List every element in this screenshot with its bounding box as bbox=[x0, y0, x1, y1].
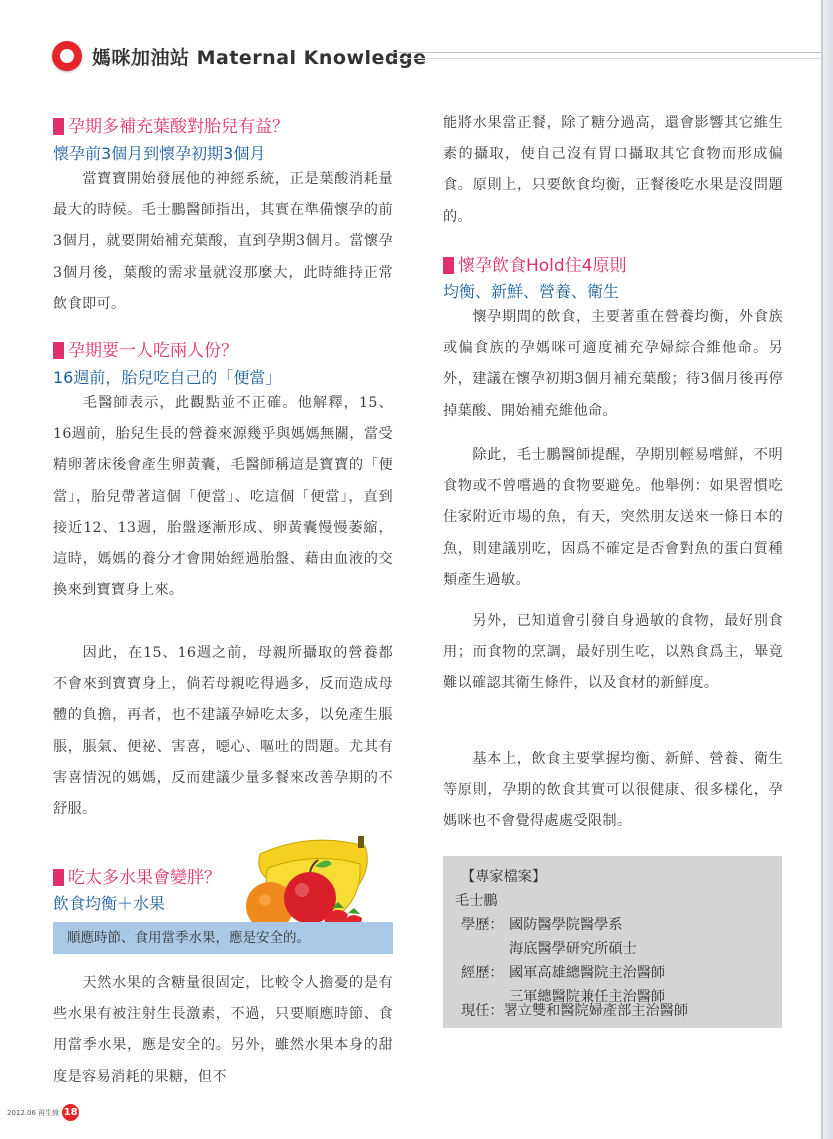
page-number-badge: 18 bbox=[62, 1104, 79, 1121]
footer-issue: 2012.06 再生緣 bbox=[7, 1108, 60, 1117]
section-title-eatfortwo: 孕期要一人吃兩人份？ bbox=[53, 336, 238, 361]
section-title-principles: 懷孕飲食Hold住4原則 bbox=[443, 251, 627, 276]
section-title-folic: 孕期多補充葉酸對胎兒有益？ bbox=[53, 112, 289, 137]
header-rule-secondary bbox=[390, 58, 833, 59]
expert-heading: 【專家檔案】 bbox=[461, 869, 547, 885]
logo-circle-icon bbox=[52, 41, 82, 71]
section-subtitle-folic: 懷孕前3個月到懷孕初期3個月 bbox=[53, 144, 266, 163]
page-edge-bar bbox=[821, 0, 833, 1139]
expert-experience-2: 三軍總醫院兼任主治醫師 bbox=[509, 989, 666, 1005]
paragraph-principles-3: 另外，已知道會引發自身過敏的食物，最好別食用；而食物的烹調，最好別生吃，以熟食爲主，畢竟難以確認其衛生條件，以及食材的新鮮度。 bbox=[443, 613, 783, 692]
section-subtitle-principles: 均衡、新鮮、營養、衛生 bbox=[443, 282, 620, 301]
page-header bbox=[52, 38, 427, 74]
expert-current-row: 現任：署立雙和醫院婦產部主治醫師 bbox=[461, 1003, 689, 1019]
expert-education-2: 海底醫學研究所碩士 bbox=[509, 941, 637, 957]
expert-experience-1: 國軍高雄總醫院主治醫師 bbox=[509, 965, 666, 981]
bullet-square-icon bbox=[443, 257, 454, 274]
paragraph-fruit-continued: 能將水果當正餐，除了糖分過高，還會影響其它維生素的攝取，使自己沒有胃口攝取其它食物而形成偏食。原則上，只要飲食均衡，正餐後吃水果是沒問題的。 bbox=[443, 115, 783, 225]
bullet-square-icon bbox=[53, 342, 64, 359]
paragraph-principles-4: 基本上，飲食主要掌握均衡、新鮮、營養、衛生等原則，孕期的飲食其實可以很健康、很多樣化，孕媽咪也不會覺得處處受限制。 bbox=[443, 751, 783, 830]
paragraph-folic-1: 當寶寶開始發展他的神經系統，正是葉酸消耗量最大的時候。毛士鵬醫師指出，其實在準備懷孕的前3個月，就要開始補充葉酸，直到孕期3個月。當懷孕3個月後，葉酸的需求量就沒那麼大，此時維持正常飲食即可。 bbox=[53, 171, 393, 312]
header-rule bbox=[390, 52, 833, 53]
section-subtitle-fruit: 飲食均衡＋水果 bbox=[53, 894, 166, 913]
section-subtitle-eatfortwo: 16週前，胎兒吃自己的「便當」 bbox=[53, 368, 282, 387]
fruit-highlight-banner: 順應時節、食用當季水果，應是安全的。 bbox=[53, 922, 393, 954]
bullet-square-icon bbox=[53, 869, 64, 886]
paragraph-principles-2: 除此，毛士鵬醫師提醒，孕期別輕易嚐鮮，不明食物或不曾嚐過的食物要避免。他舉例：如果習慣吃住家附近市場的魚，有天，突然朋友送來一條日本的魚，則建議別吃，因爲不確定是否會對魚的蛋白質種類產生過敏。 bbox=[443, 447, 783, 588]
expert-experience-label: 經歷： bbox=[461, 965, 504, 981]
section-title-fruit: 吃太多水果會變胖？ bbox=[53, 863, 221, 888]
expert-education-label: 學歷： bbox=[461, 917, 504, 933]
paragraph-fruit-1: 天然水果的含糖量很固定，比較令人擔憂的是有些水果有被注射生長激素，不過，只要順應時節、食用當季水果，應是安全的。另外，雖然水果本身的甜度是容易消耗的果糖，但不 bbox=[53, 975, 393, 1085]
expert-name: 毛士鵬 bbox=[455, 893, 498, 909]
paragraph-principles-1: 懷孕期間的飲食，主要著重在營養均衡，外食族或偏食族的孕媽咪可適度補充孕婦綜合維他命。另外，建議在懷孕初期3個月補充葉酸；待3個月後再停掉葉酸、開始補充維他命。 bbox=[443, 309, 783, 419]
expert-education-1: 國防醫學院醫學系 bbox=[509, 917, 623, 933]
paragraph-eatfortwo-2: 因此，在15、16週之前，母親所攝取的營養都不會來到寶寶身上，倘若母親吃得過多，反而造成母體的負擔，再者，也不建議孕婦吃太多，以免產生脹脹，脹氣、便祕、害喜，噁心、嘔吐的問題。尤其有害喜情況的媽媽，反而建議少量多餐來改善孕期的不舒服。 bbox=[53, 645, 393, 818]
paragraph-eatfortwo-1: 毛醫師表示，此觀點並不正確。他解釋，15、16週前，胎兒生長的營養來源幾乎與媽媽無關，當受精卵著床後會產生卵黃囊，毛醫師稱這是寶寶的「便當」，胎兒帶著這個「便當」、吃這個「便當」，直到接近12、13週，胎盤逐漸形成、卵黃囊慢慢萎縮，這時，媽媽的養分才會開始經過胎盤、藉由血液的交換來到寶寶身上來。 bbox=[53, 395, 393, 599]
bullet-square-icon bbox=[53, 118, 64, 135]
header-title: 媽咪加油站 Maternal Knowledge bbox=[92, 46, 427, 69]
fruit-illustration bbox=[240, 826, 380, 936]
page-footer bbox=[7, 1104, 79, 1121]
